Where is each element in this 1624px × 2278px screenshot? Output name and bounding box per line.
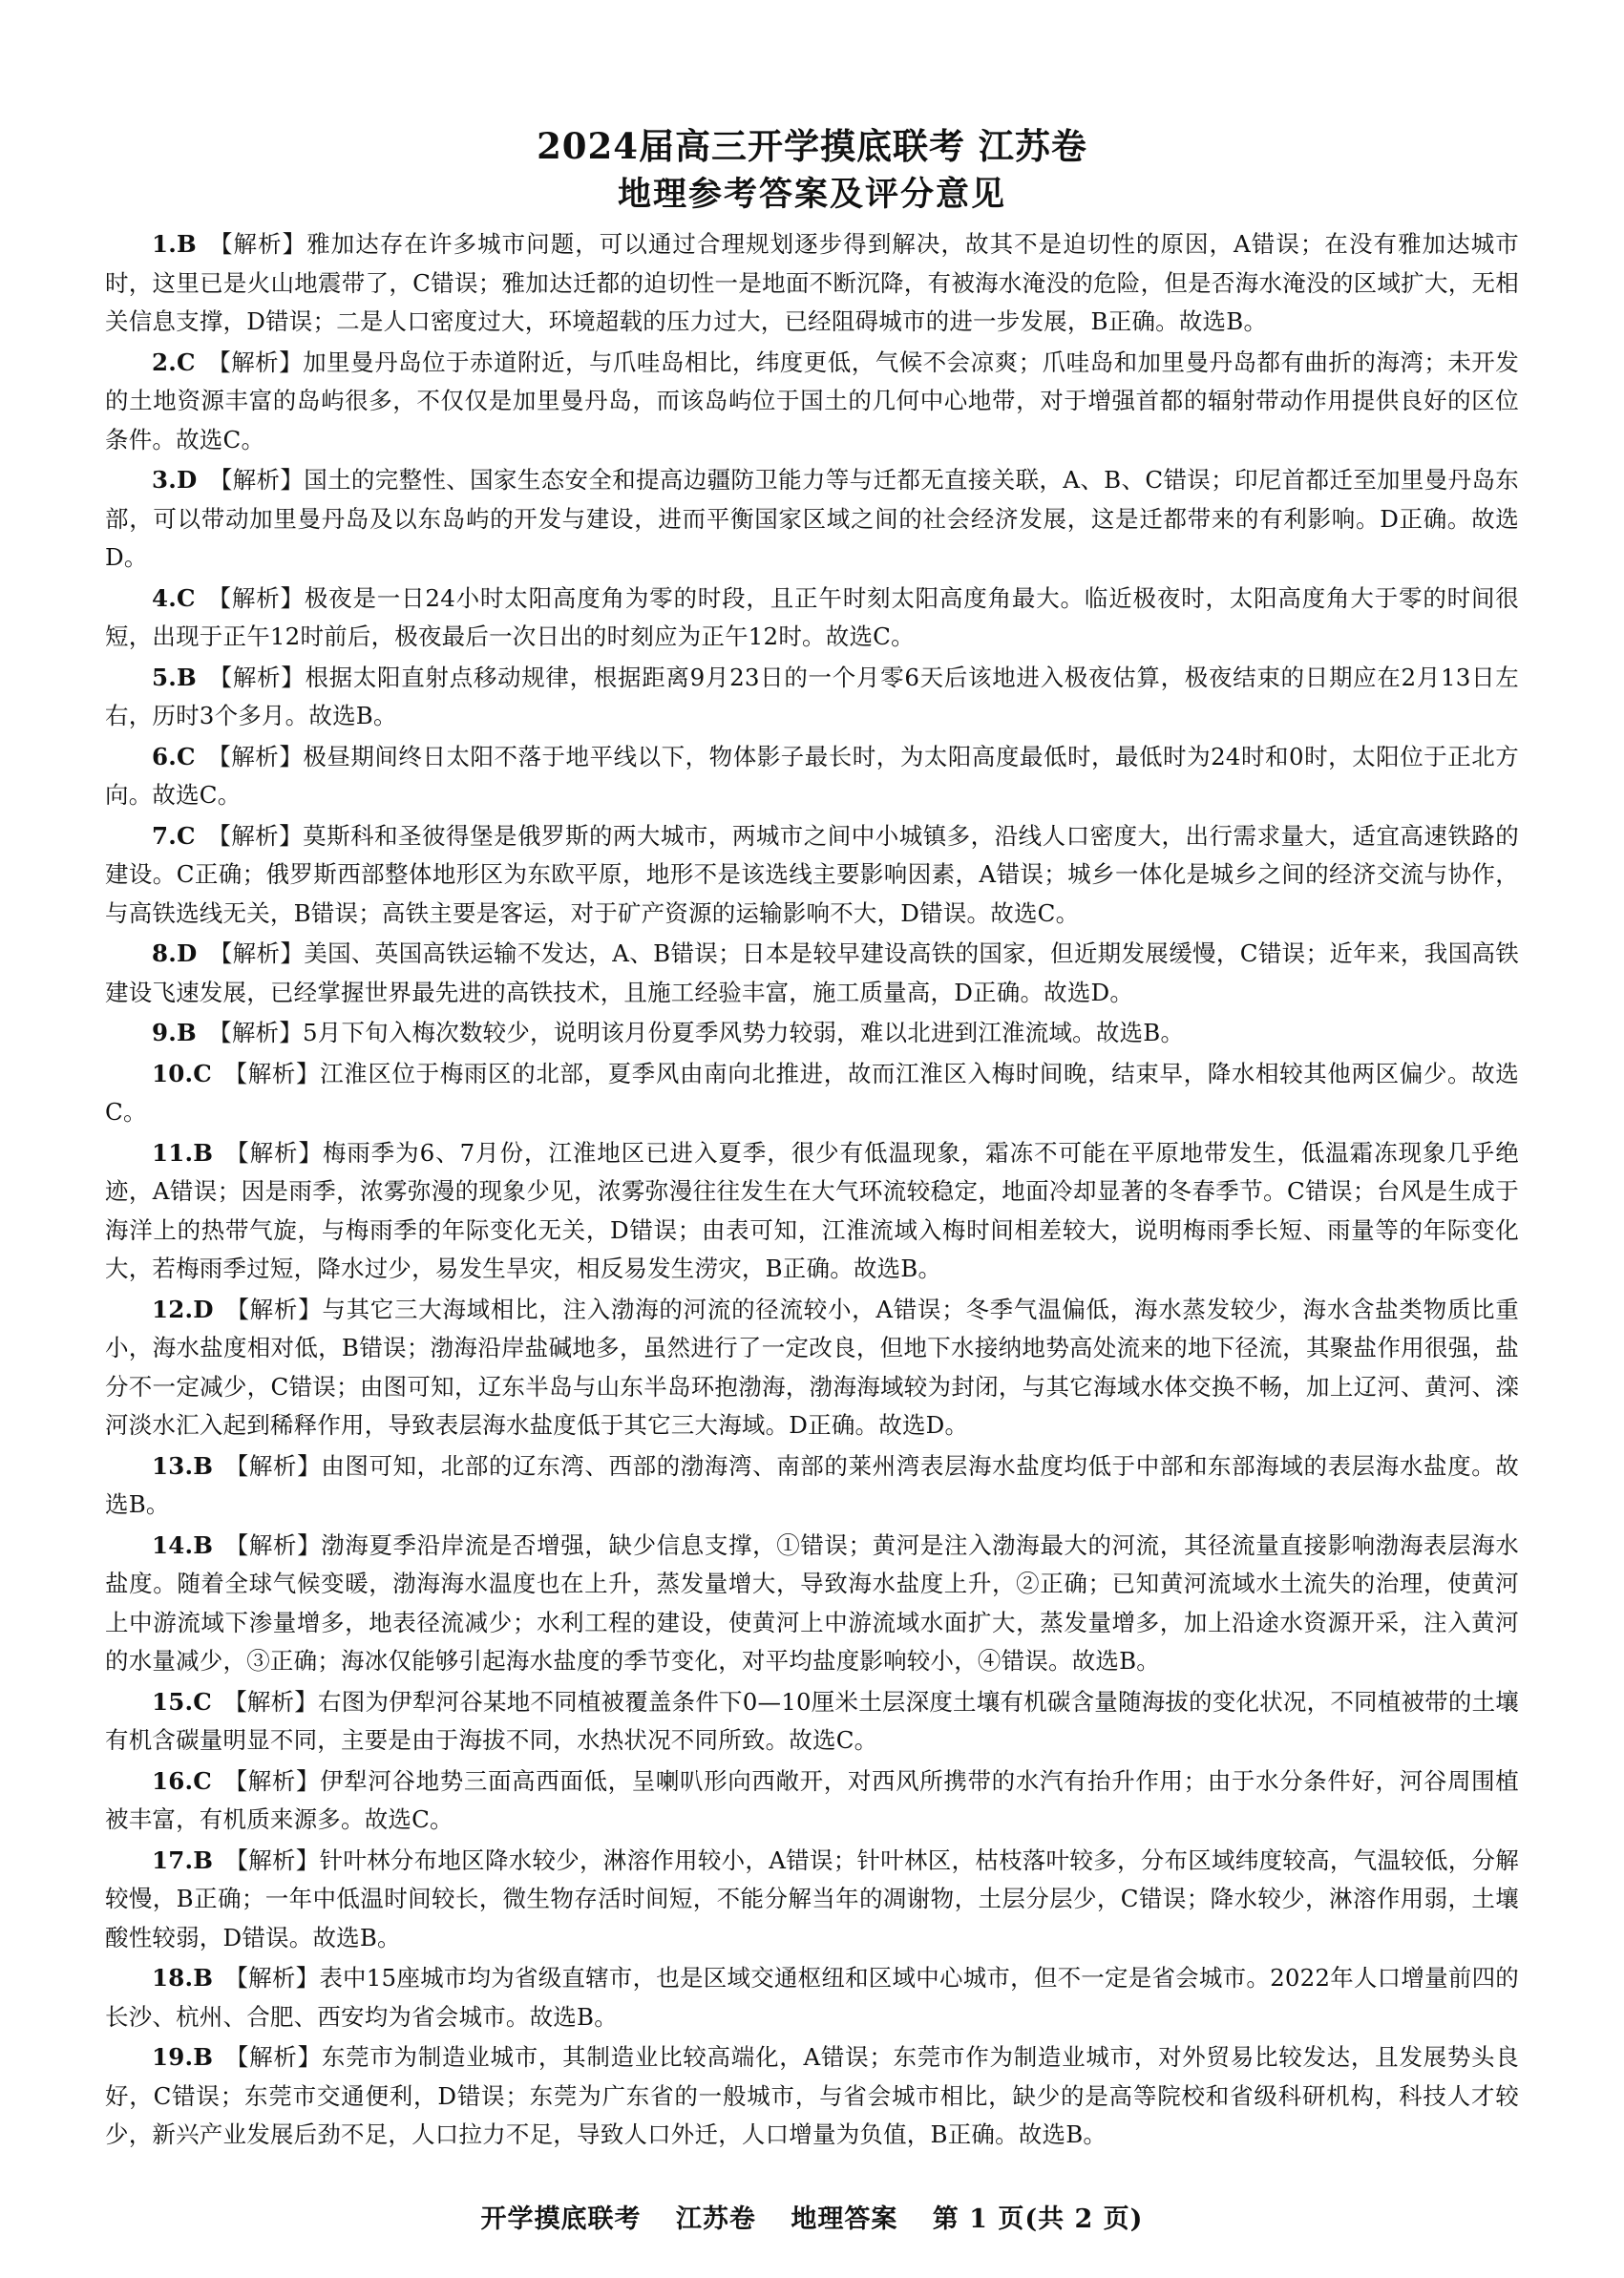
answer-number: 16. [152,1766,194,1795]
answer-number: 5. [152,663,177,691]
answer-letter: B [193,1138,214,1167]
answer-item [105,659,1519,736]
analysis-tag: 【解析】 [206,348,304,376]
answer-number: 9. [152,1019,177,1046]
answer-item [105,1014,1519,1053]
answer-item [105,461,1519,578]
analysis-text: 江淮区位于梅雨区的北部，夏季风由南向北推进，故而江淮区入梅时间晚，结束早，降水相较其他两区偏少。故选C。 [105,1059,1519,1126]
analysis-text: 梅雨季为6、7月份，江淮地区已进入夏季，很少有低温现象，霜冻不可能在平原地带发生，低温霜冻现象几乎绝迹，A错误；因是雨季，浓雾弥漫的现象少见，浓雾弥漫往往发生在大气环流较稳定，地面冷却显著的冬春季节。C错误；台风是生成于海洋上的热带气旋，与梅雨季的年际变化无关，D错误；由表可知，江淮流域入梅时间相差较大，说明梅雨季长短、雨量等的年际变化大，若梅雨季过短，降水过少，易发生旱灾，相反易发生涝灾，B正确。故选B。 [105,1138,1519,1282]
answer-letter: B [176,230,197,258]
answer-number: 10. [152,1059,194,1087]
answer-item [105,1683,1519,1761]
answer-list [105,225,1519,2155]
answer-item [105,738,1519,815]
answer-number: 19. [152,2043,194,2071]
analysis-text: 极昼期间终日太阳不落于地平线以下，物体影子最长时，为太阳高度最低时，最低时为24时和0时，太阳位于正北方向。故选C。 [105,742,1519,809]
analysis-tag: 【解析】 [224,1530,322,1559]
answer-number: 3. [152,466,177,494]
answer-item [105,935,1519,1012]
analysis-tag: 【解析】 [224,2043,322,2071]
analysis-text: 针叶林分布地区降水较少，淋溶作用较小，A错误；针叶林区，枯枝落叶较多，分布区域纬度较高，气温较低，分解较慢，B正确；一年中低温时间较长，微生物存活时间短，不能分解当年的凋谢物，土层分层少，C错误；降水较少，淋溶作用弱，土壤酸性较弱，D错误。故选B。 [105,1846,1519,1951]
answer-letter: B [193,1846,214,1874]
analysis-text: 加里曼丹岛位于赤道附近，与爪哇岛相比，纬度更低，气候不会凉爽；爪哇岛和加里曼丹岛都有曲折的海湾；未开发的土地资源丰富的岛屿很多，不仅仅是加里曼丹岛，而该岛屿位于国土的几何中心地带，对于增强首都的辐射带动作用提供良好的区位条件。故选C。 [105,348,1519,453]
answer-letter: B [193,1530,214,1559]
answer-number: 8. [152,939,177,967]
analysis-tag: 【解析】 [224,1964,320,1992]
answer-letter: C [176,348,196,376]
answer-number: 17. [152,1846,194,1874]
answer-letter: D [193,1295,214,1323]
analysis-tag: 【解析】 [224,1295,323,1323]
analysis-tag: 【解析】 [208,1019,303,1046]
analysis-tag: 【解析】 [208,663,306,691]
analysis-tag: 【解析】 [206,821,304,850]
answer-letter: C [176,742,196,770]
analysis-text: 极夜是一日24小时太阳高度角为零的时段，且正午时刻太阳高度角最大。临近极夜时，太阳高度角大于零的时间很短，出现于正午12时前后，极夜最后一次日出的时刻应为正午12时。故选C。 [105,583,1519,650]
answer-letter: B [193,1964,214,1992]
footer-page-number: 第 1 页(共 2 页) [932,2204,1144,2234]
answer-number: 12. [152,1295,194,1323]
answer-number: 2. [152,348,177,376]
answer-number: 11. [152,1138,194,1167]
answer-number: 15. [152,1687,194,1716]
analysis-tag: 【解析】 [224,1138,323,1167]
analysis-tag: 【解析】 [208,939,305,967]
page-subtitle: 地理参考答案及评分意见 [617,175,1006,214]
answer-letter: C [193,1059,212,1087]
analysis-tag: 【解析】 [224,1451,322,1480]
analysis-tag: 【解析】 [223,1687,319,1716]
analysis-text: 渤海夏季沿岸流是否增强，缺少信息支撑，①错误；黄河是注入渤海最大的河流，其径流量直接影响渤海表层海水盐度。随着全球气候变暖，渤海海水温度也在上升，蒸发量增大，导致海水盐度上升，②正确；已知黄河流域水土流失的治理，使黄河上中游流域下渗量增多，地表径流减少；水利工程的建设，使黄河上中游流域水面扩大，蒸发量增多，加上沿途水资源开采，注入黄河的水量减少，③正确；海冰仅能够引起海水盐度的季节变化，对平均盐度影响较小，④错误。故选B。 [105,1530,1519,1675]
analysis-text: 雅加达存在许多城市问题，可以通过合理规划逐步得到解决，故其不是迫切性的原因，A错误；在没有雅加达城市时，这里已是火山地震带了，C错误；雅加达迁都的迫切性一是地面不断沉降，有被海水淹没的危险，但是否海水淹没的区域扩大，无相关信息支撑，D错误；二是人口密度过大，环境超载的压力过大，已经阻碍城市的进一步发展，B正确。故选B。 [105,230,1519,335]
analysis-text: 东莞市为制造业城市，其制造业比较高端化，A错误；东莞市作为制造业城市，对外贸易比较发达，且发展势头良好，C错误；东莞市交通便利，D错误；东莞为广东省的一般城市，与省会城市相比，缺少的是高等院校和省级科研机构，科技人才较少，新兴产业发展后劲不足，人口拉力不足，导致人口外迁，人口增量为负值，B正确。故选B。 [105,2043,1519,2148]
answer-item [105,2038,1519,2155]
answer-item [105,1959,1519,2036]
page-footer [0,2201,1624,2239]
analysis-tag: 【解析】 [223,1059,321,1087]
analysis-tag: 【解析】 [208,466,305,494]
page-title: 2024届高三开学摸底联考 江苏卷 [537,125,1087,167]
analysis-tag: 【解析】 [206,742,304,770]
answer-letter: B [193,2043,214,2071]
answer-item [105,344,1519,460]
answer-letter: C [193,1766,212,1795]
analysis-tag: 【解析】 [223,1766,321,1795]
answer-number: 18. [152,1964,194,1992]
answer-item [105,1527,1519,1681]
footer-exam: 开学摸底联考 [480,2204,642,2234]
answer-item [105,1134,1519,1289]
answer-number: 1. [152,230,177,258]
analysis-text: 根据太阳直射点移动规律，根据距离9月23日的一个月零6天后该地进入极夜估算，极夜结束的日期应在2月13日左右，历时3个多月。故选B。 [105,663,1519,729]
answer-number: 14. [152,1530,194,1559]
answer-letter: B [193,1451,214,1480]
answer-item [105,580,1519,657]
analysis-tag: 【解析】 [206,583,305,612]
answer-item [105,225,1519,342]
answer-number: 7. [152,821,177,850]
answer-letter: D [176,939,198,967]
answer-letter: B [176,663,197,691]
answer-item [105,1842,1519,1958]
answer-letter: C [176,583,196,612]
answer-number: 6. [152,742,177,770]
analysis-text: 美国、英国高铁运输不发达，A、B错误；日本是较早建设高铁的国家，但近期发展缓慢，C错误；近年来，我国高铁建设飞速发展，已经掌握世界最先进的高铁技术，且施工经验丰富，施工质量高，D正确。故选D。 [105,939,1519,1006]
answer-item [105,817,1519,934]
analysis-text: 5月下旬入梅次数较少，说明该月份夏季风势力较弱，难以北进到江淮流域。故选B。 [302,1019,1185,1046]
answer-letter: C [193,1687,212,1716]
analysis-text: 伊犁河谷地势三面高西面低，呈喇叭形向西敞开，对西风所携带的水汽有抬升作用；由于水分条件好，河谷周围植被丰富，有机质来源多。故选C。 [105,1766,1519,1833]
answer-item [105,1055,1519,1132]
answer-letter: B [176,1019,197,1046]
answer-item [105,1762,1519,1840]
answer-item [105,1447,1519,1525]
answer-number: 4. [152,583,177,612]
footer-region: 江苏卷 [675,2204,756,2234]
answer-letter: C [176,821,196,850]
footer-subject: 地理答案 [791,2204,898,2234]
analysis-text: 与其它三大海域相比，注入渤海的河流的径流较小，A错误；冬季气温偏低，海水蒸发较少，海水含盐类物质比重小，海水盐度相对低，B错误；渤海沿岸盐碱地多，虽然进行了一定改良，但地下水接纳地势高处流来的地下径流，其聚盐作用很强，盐分不一定减少，C错误；由图可知，辽东半岛与山东半岛环抱渤海，渤海海域较为封闭，与其它海域水体交换不畅，加上辽河、黄河、滦河淡水汇入起到稀释作用，导致表层海水盐度低于其它三大海域。D正确。故选D。 [105,1295,1519,1439]
answer-number: 13. [152,1451,194,1480]
analysis-tag: 【解析】 [208,230,307,258]
answer-item [105,1291,1519,1445]
analysis-tag: 【解析】 [224,1846,320,1874]
analysis-text: 国土的完整性、国家生态安全和提高边疆防卫能力等与迁都无直接关联，A、B、C错误；印尼首都迁至加里曼丹岛东部，可以带动加里曼丹岛及以东岛屿的开发与建设，进而平衡国家区域之间的社会经济发展，这是迁都带来的有利影响。D正确。故选D。 [105,466,1519,571]
analysis-text: 表中15座城市均为省级直辖市，也是区域交通枢纽和区域中心城市，但不一定是省会城市。2022年人口增量前四的长沙、杭州、合肥、西安均为省会城市。故选B。 [105,1964,1519,2031]
answer-letter: D [176,466,198,494]
analysis-text: 右图为伊犁河谷某地不同植被覆盖条件下0—10厘米土层深度土壤有机碳含量随海拔的变化状况，不同植被带的土壤有机含碳量明显不同，主要是由于海拔不同，水热状况不同所致。故选C。 [105,1687,1519,1754]
analysis-text: 由图可知，北部的辽东湾、西部的渤海湾、南部的莱州湾表层海水盐度均低于中部和东部海域的表层海水盐度。故选B。 [105,1451,1519,1518]
analysis-text: 莫斯科和圣彼得堡是俄罗斯的两大城市，两城市之间中小城镇多，沿线人口密度大，出行需求量大，适宜高速铁路的建设。C正确；俄罗斯西部整体地形区为东欧平原，地形不是该选线主要影响因素，A错误；城乡一体化是城乡之间的经济交流与协作，与高铁选线无关，B错误；高铁主要是客运，对于矿产资源的运输影响不大，D错误。故选C。 [105,821,1519,927]
